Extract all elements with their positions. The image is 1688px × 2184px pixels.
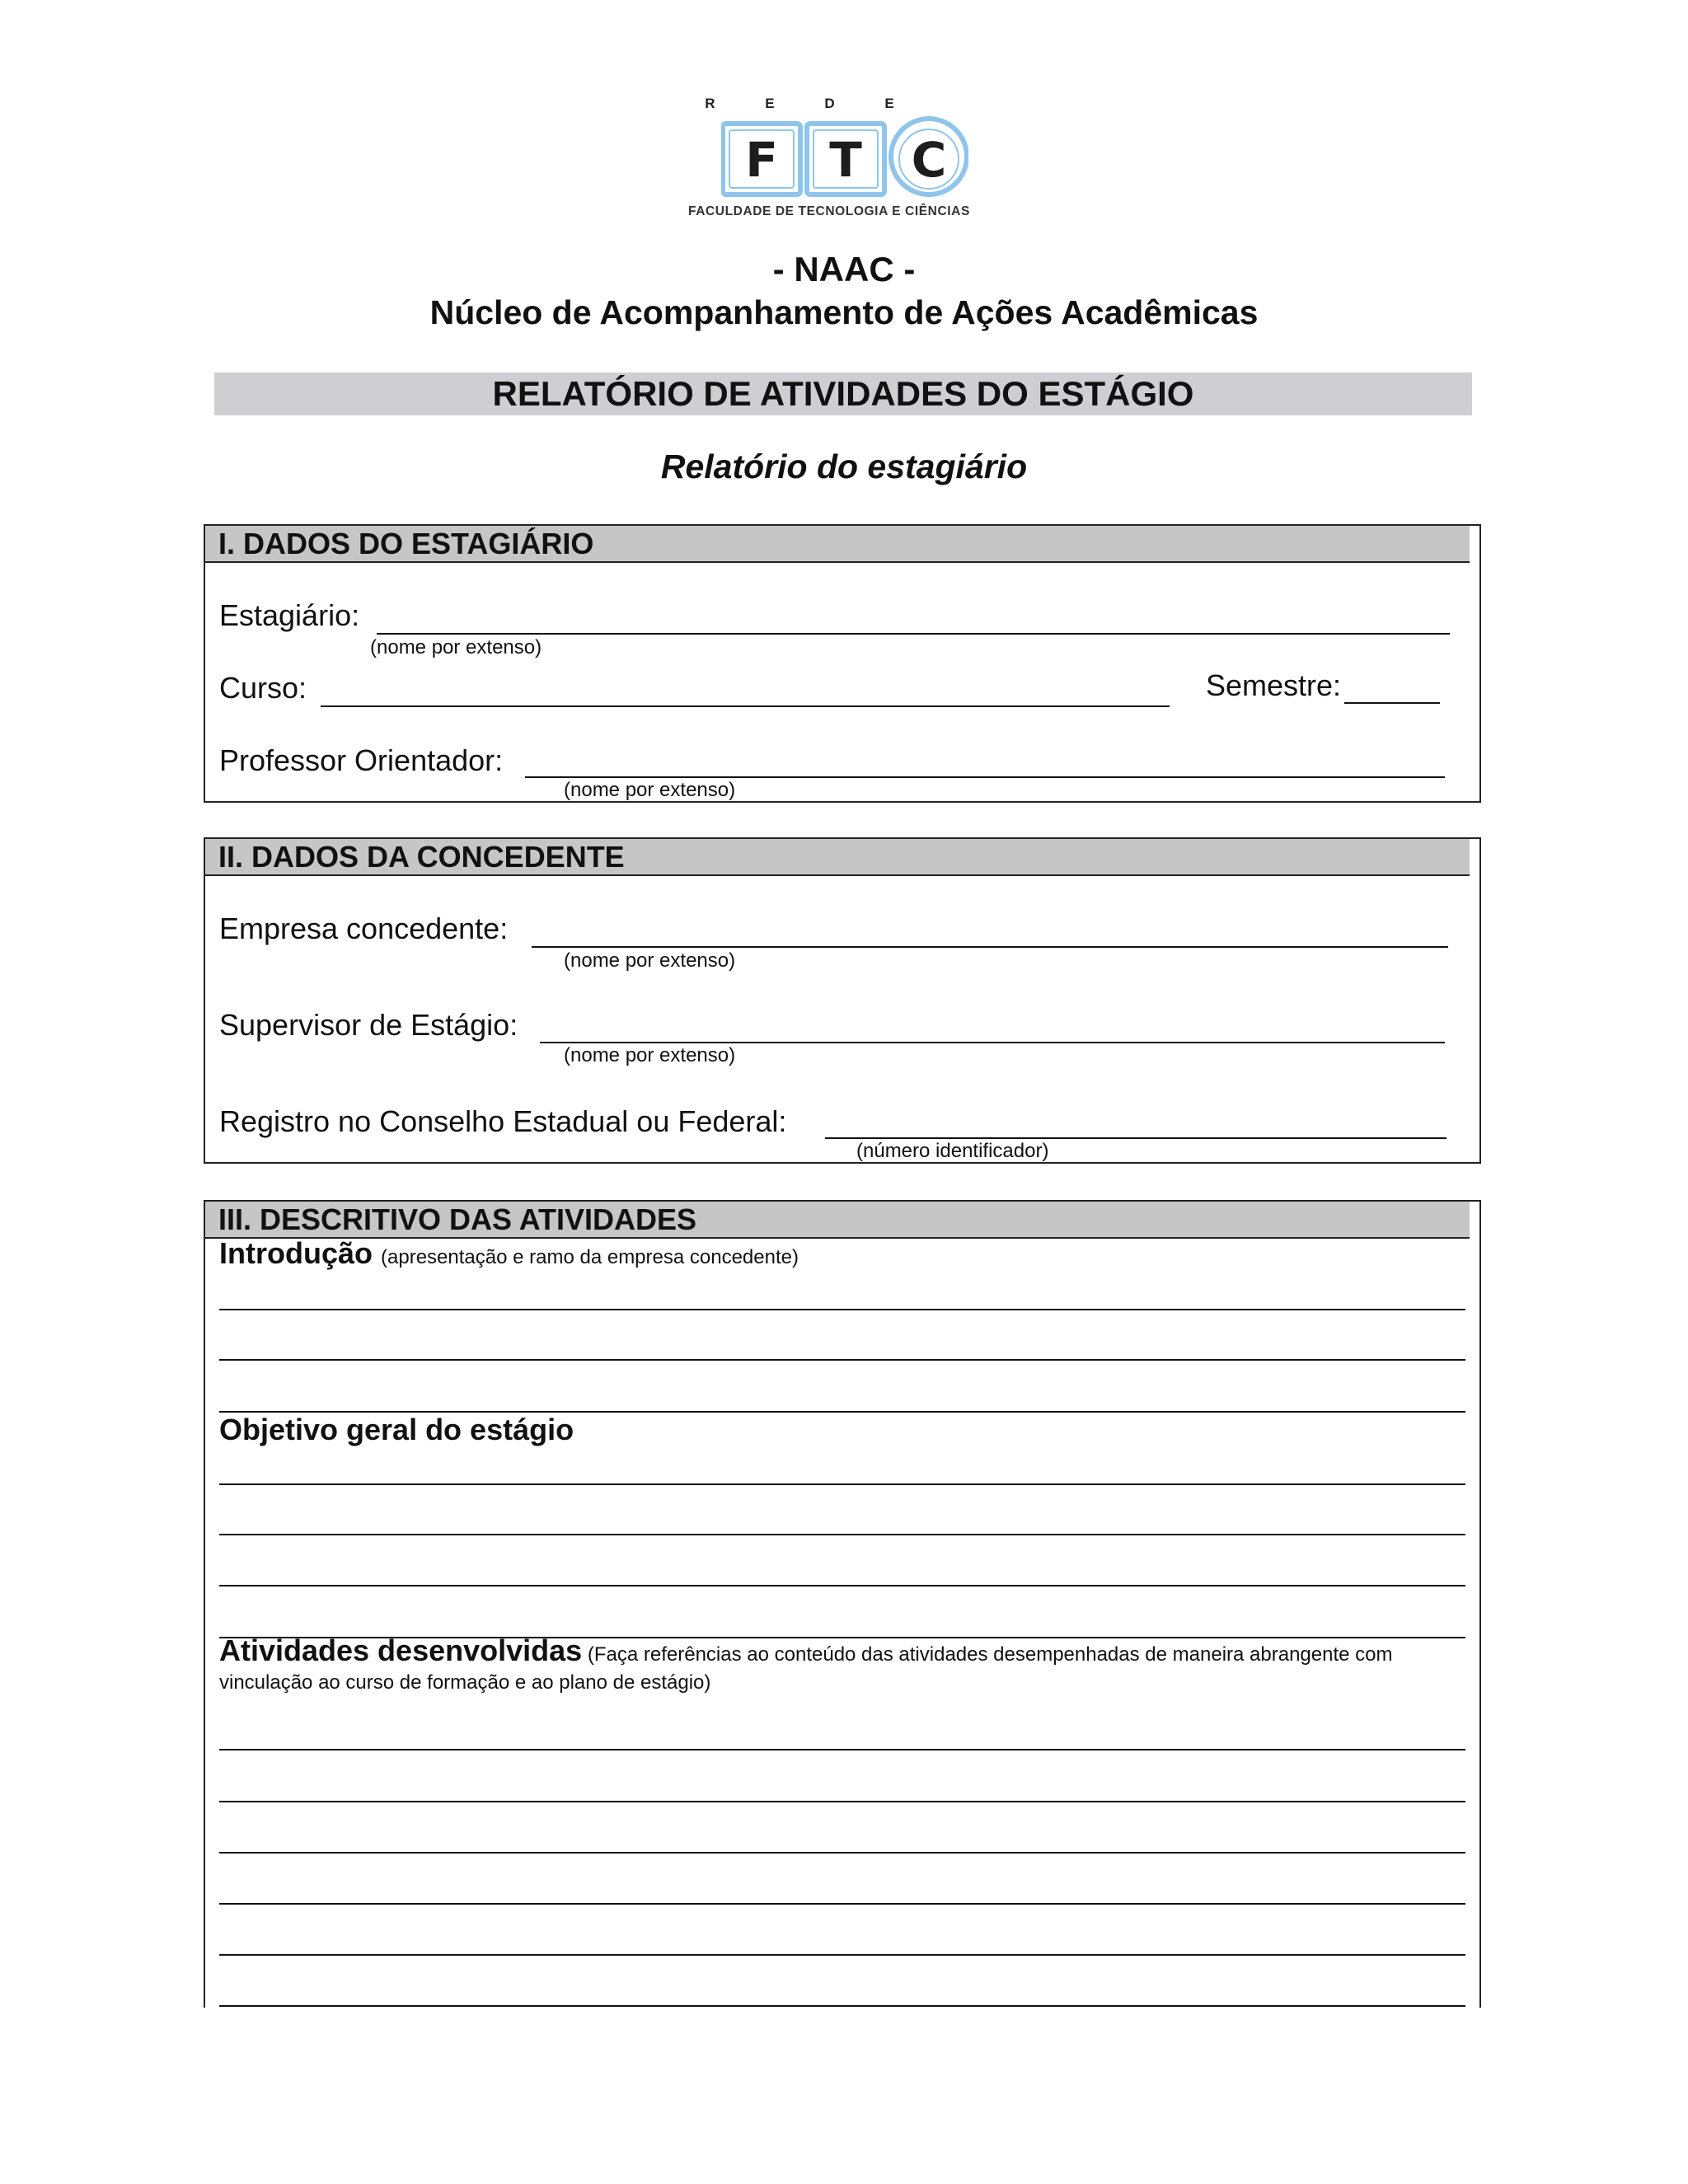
section-dados-estagiario <box>204 524 1481 803</box>
curso-field[interactable] <box>321 705 1170 707</box>
atividades-line[interactable] <box>219 1852 1465 1854</box>
empresa-label: Empresa concedente: <box>219 912 509 945</box>
section-heading: III. DESCRITIVO DAS ATIVIDADES <box>218 1202 697 1236</box>
introducao-title-text: Introdução <box>219 1236 373 1270</box>
atividades-line[interactable] <box>219 1903 1465 1905</box>
objetivo-line[interactable] <box>219 1483 1465 1485</box>
atividades-note: (Faça referências ao conteúdo das atividades desempenhadas de maneira abrangente com vinculação ao curso de formação e ao plano de estágio) <box>219 1643 1393 1694</box>
atividades-line[interactable] <box>219 2005 1465 2007</box>
atividades-line[interactable] <box>219 1954 1465 1956</box>
orientador-hint: (nome por extenso) <box>564 779 736 801</box>
semestre-field[interactable] <box>1344 702 1440 704</box>
objetivo-line[interactable] <box>219 1585 1465 1586</box>
logo-letter-t: T <box>829 132 862 188</box>
empresa-field[interactable] <box>532 946 1448 948</box>
registro-field[interactable] <box>825 1137 1447 1139</box>
introducao-line[interactable] <box>219 1359 1465 1361</box>
orientador-field[interactable] <box>525 776 1445 778</box>
report-title-bar <box>214 373 1472 415</box>
estagiario-field[interactable] <box>377 633 1450 635</box>
registro-label: Registro no Conselho Estadual ou Federal: <box>219 1104 787 1138</box>
logo-rede-text: R E D E <box>705 96 917 111</box>
registro-hint: (número identificador) <box>856 1140 1049 1162</box>
section-heading: II. DADOS DA CONCEDENTE <box>218 840 625 874</box>
introducao-note: (apresentação e ramo da empresa concedente) <box>381 1246 799 1268</box>
estagiario-label: Estagiário: <box>219 598 360 632</box>
section-descritivo-atividades <box>204 1200 1481 2008</box>
supervisor-field[interactable] <box>540 1042 1445 1043</box>
section-header <box>205 526 1470 563</box>
atividades-title: Atividades desenvolvidas <box>219 1633 583 1667</box>
logo-letter-c: C <box>911 132 947 188</box>
section-header <box>205 839 1470 876</box>
introducao-title <box>219 1236 799 1271</box>
empresa-hint: (nome por extenso) <box>564 949 736 972</box>
ftc-logo-mark <box>721 114 968 204</box>
logo-subtitle: FACULDADE DE TECNOLOGIA E CIÊNCIAS <box>688 204 970 218</box>
objetivo-title: Objetivo geral do estágio <box>219 1413 574 1446</box>
objetivo-line[interactable] <box>219 1534 1465 1535</box>
section-header <box>205 1202 1470 1239</box>
nucleo-heading: Núcleo de Acompanhamento de Ações Acadêmicas <box>429 293 1259 331</box>
logo-letter-f: F <box>745 132 778 188</box>
section-heading: I. DADOS DO ESTAGIÁRIO <box>218 527 594 560</box>
naac-heading: - NAAC - <box>772 250 916 288</box>
supervisor-label: Supervisor de Estágio: <box>219 1008 518 1042</box>
ftc-logo <box>688 89 1001 221</box>
atividades-line[interactable] <box>219 1801 1465 1802</box>
section-dados-concedente <box>204 837 1481 1164</box>
report-subtitle: Relatório do estagiário <box>660 448 1028 485</box>
orientador-label: Professor Orientador: <box>219 743 504 777</box>
semestre-label: Semestre: <box>1206 668 1342 702</box>
report-title: RELATÓRIO DE ATIVIDADES DO ESTÁGIO <box>492 374 1194 413</box>
atividades-line[interactable] <box>219 1749 1465 1750</box>
atividades-title-block <box>219 1633 1489 1697</box>
curso-label: Curso: <box>219 671 307 705</box>
estagiario-hint: (nome por extenso) <box>370 636 542 658</box>
introducao-line[interactable] <box>219 1309 1465 1310</box>
supervisor-hint: (nome por extenso) <box>564 1044 736 1066</box>
